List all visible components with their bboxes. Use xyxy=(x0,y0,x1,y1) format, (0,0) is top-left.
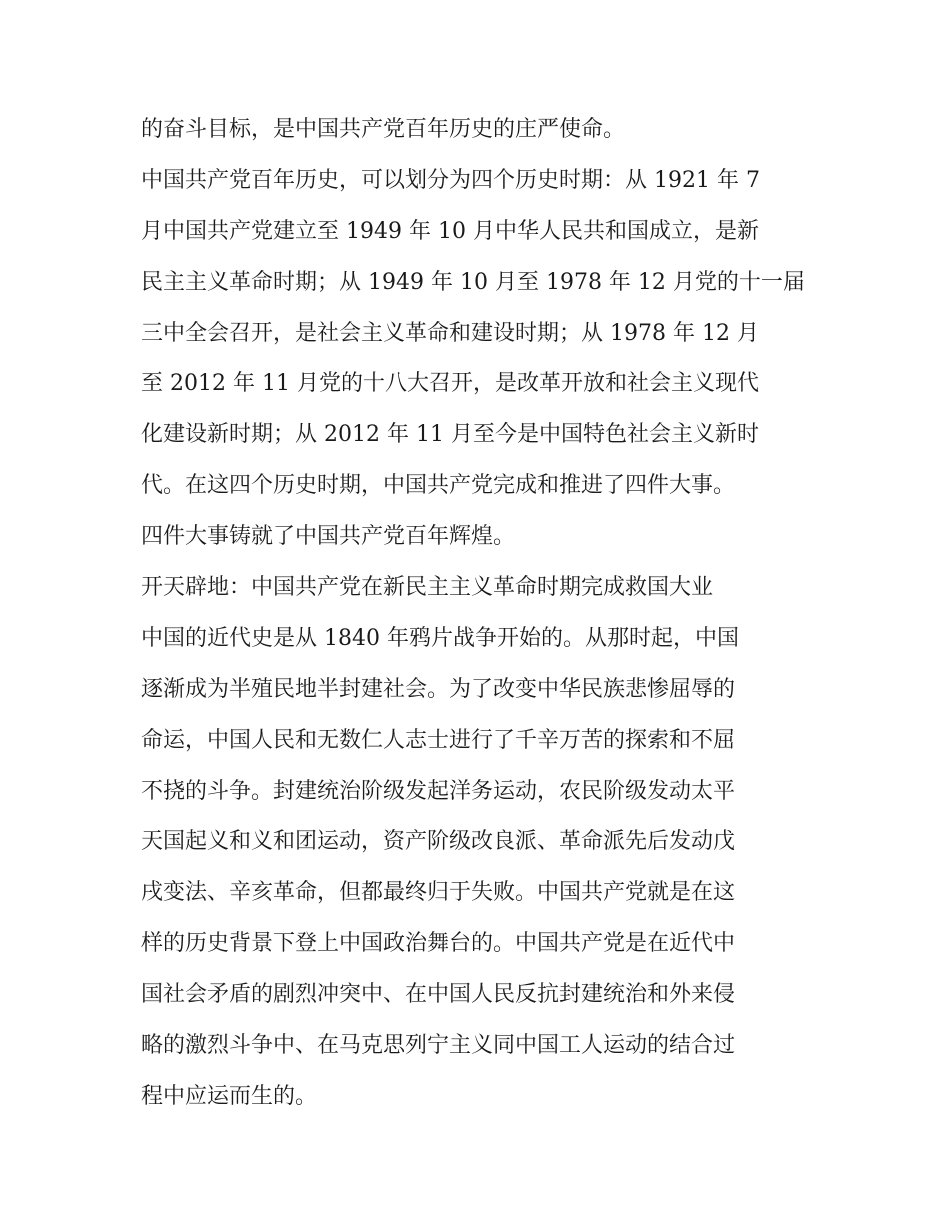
text-line-17: 样的历史背景下登上中国政治舞台的。中国共产党是在近代中 xyxy=(141,931,736,957)
text-line-9: 四件大事铸就了中国共产党百年辉煌。 xyxy=(141,524,516,550)
section-heading: 开天辟地：中国共产党在新民主主义革命时期完成救国大业 xyxy=(141,575,714,601)
text-line-3: 月中国共产党建立至 1949 年 10 月中华人民共和国成立，是新 xyxy=(141,218,759,244)
text-line-19: 略的激烈斗争中、在马克思列宁主义同中国工人运动的结合过 xyxy=(141,1033,736,1059)
body-text xyxy=(141,105,821,1123)
text-line-4: 民主主义革命时期；从 1949 年 10 月至 1978 年 12 月党的十一届 xyxy=(141,269,805,295)
text-line-12: 逐渐成为半殖民地半封建社会。为了改变中华民族悲惨屈辱的 xyxy=(141,676,736,702)
text-line-20: 程中应运而生的。 xyxy=(141,1083,318,1109)
text-line-7: 化建设新时期；从 2012 年 11 月至今是中国特色社会主义新时 xyxy=(141,422,759,448)
text-line-8: 代。在这四个历史时期，中国共产党完成和推进了四件大事。 xyxy=(141,473,736,499)
text-line-6: 至 2012 年 11 月党的十八大召开，是改革开放和社会主义现代 xyxy=(141,371,759,397)
text-line-15: 天国起义和义和团运动，资产阶级改良派、革命派先后发动戊 xyxy=(141,829,736,855)
text-line-13: 命运，中国人民和无数仁人志士进行了千辛万苦的探索和不屈 xyxy=(141,727,736,753)
text-line-1: 的奋斗目标，是中国共产党百年历史的庄严使命。 xyxy=(141,117,626,142)
text-line-11: 中国的近代史是从 1840 年鸦片战争开始的。从那时起，中国 xyxy=(141,625,739,651)
text-line-14: 不挠的斗争。封建统治阶级发起洋务运动，农民阶级发动太平 xyxy=(141,778,736,804)
text-line-5: 三中全会召开，是社会主义革命和建设时期；从 1978 年 12 月 xyxy=(141,320,759,346)
text-line-18: 国社会矛盾的剧烈冲突中、在中国人民反抗封建统治和外来侵 xyxy=(141,982,736,1008)
text-line-16: 戌变法、辛亥革命，但都最终归于失败。中国共产党就是在这 xyxy=(141,880,736,906)
text-line-2: 中国共产党百年历史，可以划分为四个历史时期：从 1921 年 7 xyxy=(141,167,760,193)
